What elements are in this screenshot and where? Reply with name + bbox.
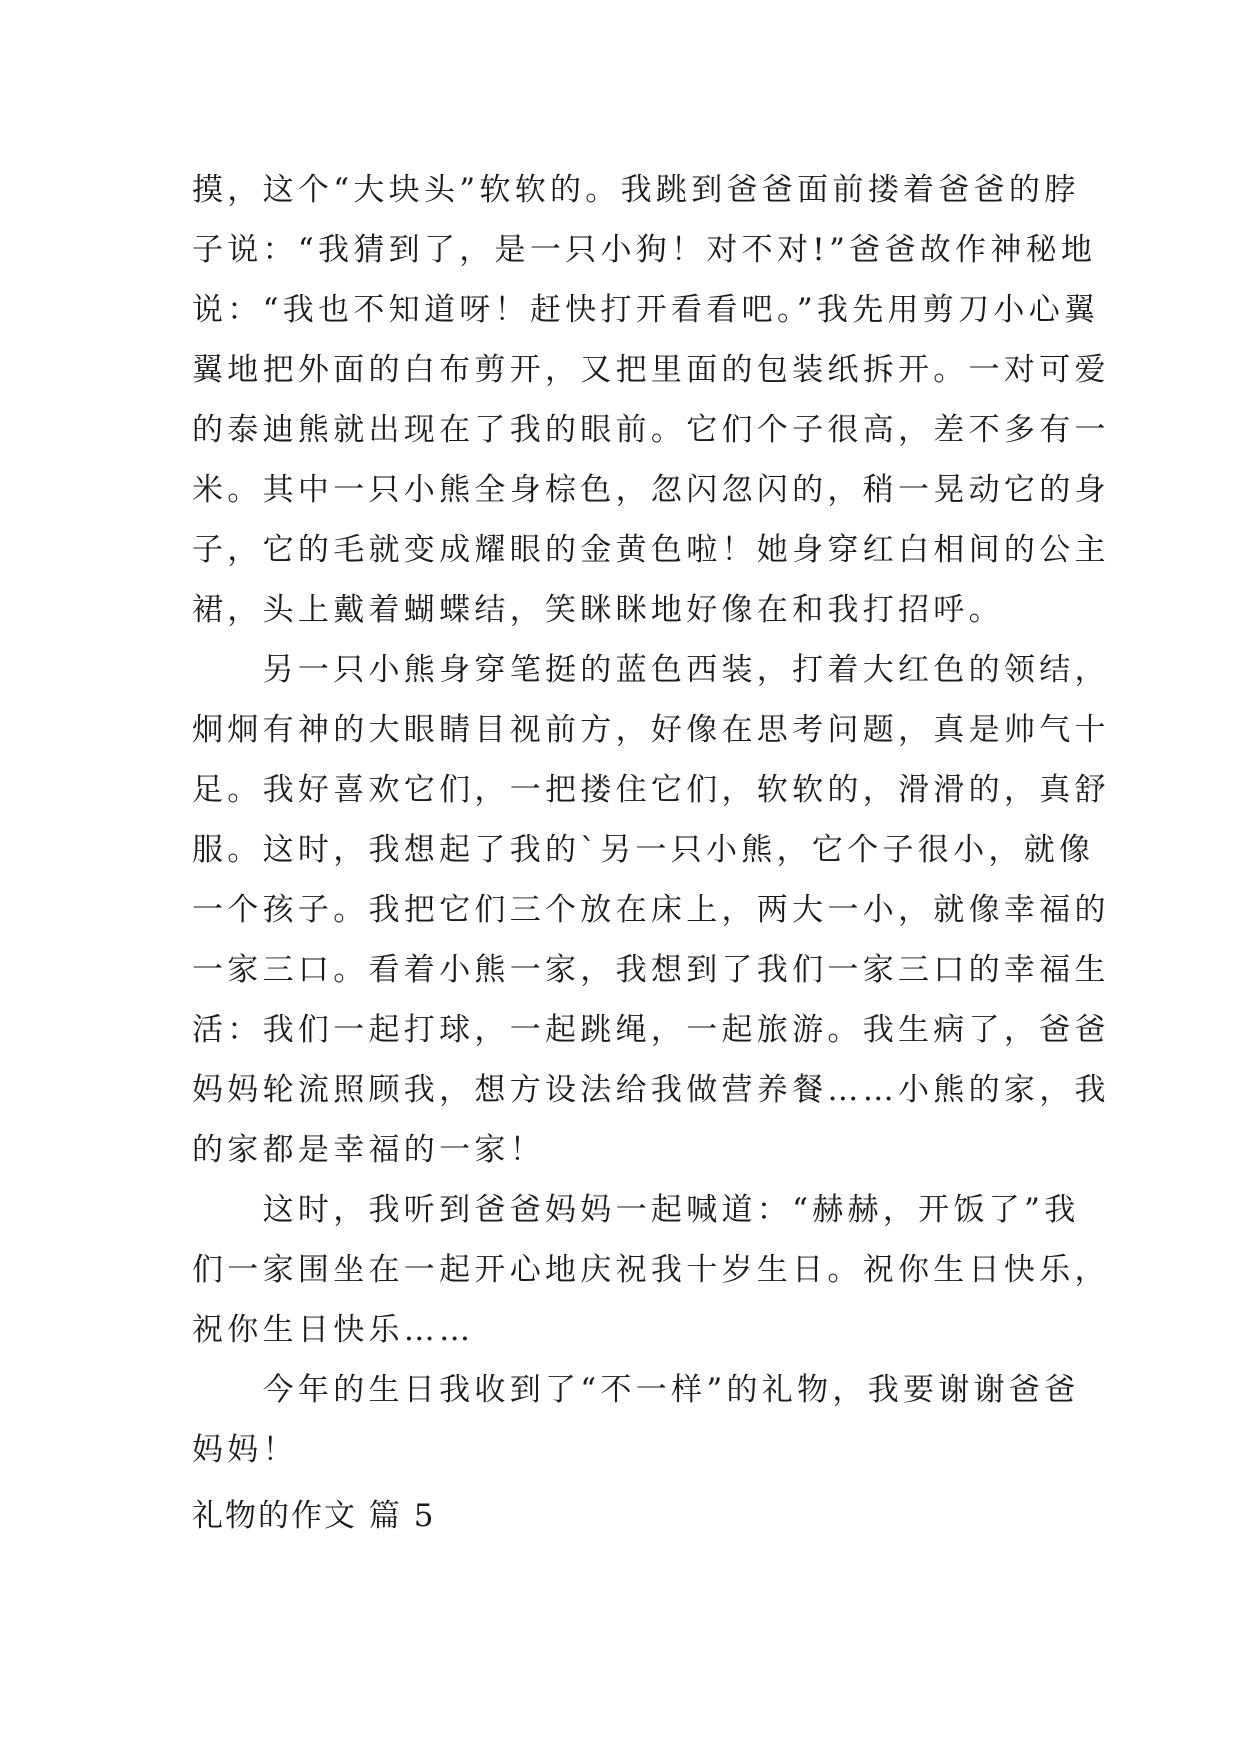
essay-line-5: 的泰迪熊就出现在了我的眼前。它们个子很高，差不多有一 [192,412,1110,448]
essay-line-7: 子，它的毛就变成耀眼的金黄色啦！她身穿红白相间的公主 [192,532,1110,568]
essay-line-22: 妈妈！ [192,1432,298,1468]
essay-line-17: 的家都是幸福的一家！ [192,1132,545,1168]
essay-line-9: 另一只小熊身穿笔挺的蓝色西装，打着大红色的领结， [192,652,1110,688]
essay-line-10: 炯炯有神的大眼睛目视前方，好像在思考问题，真是帅气十 [192,712,1110,748]
essay-line-18: 这时，我听到爸爸妈妈一起喊道：“赫赫，开饭了”我 [192,1192,1080,1228]
essay-line-13: 一个孩子。我把它们三个放在床上，两大一小，就像幸福的 [192,892,1110,928]
essay-line-6: 米。其中一只小熊全身棕色，忽闪忽闪的，稍一晃动它的身 [192,472,1110,508]
essay-line-19: 们一家围坐在一起开心地庆祝我十岁生日。祝你生日快乐， [192,1252,1110,1288]
essay-line-11: 足。我好喜欢它们，一把搂住它们，软软的，滑滑的，真舒 [192,772,1110,808]
essay-line-4: 翼地把外面的白布剪开，又把里面的包装纸拆开。一对可爱 [192,352,1110,388]
essay-line-12: 服。这时，我想起了我的`另一只小熊，它个子很小，就像 [192,832,1095,868]
section-title: 礼物的作文 篇 5 [192,1498,436,1534]
essay-body [192,160,1110,1480]
essay-line-8: 裙，头上戴着蝴蝶结，笑眯眯地好像在和我打招呼。 [192,592,1004,628]
essay-line-21: 今年的生日我收到了“不一样”的礼物，我要谢谢爸爸 [192,1372,1080,1408]
essay-line-20: 祝你生日快乐…… [192,1312,475,1348]
essay-line-1: 摸，这个“大块头”软软的。我跳到爸爸面前搂着爸爸的脖 [192,172,1080,208]
essay-line-14: 一家三口。看着小熊一家，我想到了我们一家三口的幸福生 [192,952,1110,988]
essay-line-2: 子说：“我猜到了，是一只小狗！对不对!”爸爸故作神秘地 [192,232,1097,268]
essay-line-15: 活：我们一起打球，一起跳绳，一起旅游。我生病了，爸爸 [192,1012,1110,1048]
essay-line-16: 妈妈轮流照顾我，想方设法给我做营养餐……小熊的家，我 [192,1072,1110,1108]
essay-line-3: 说：“我也不知道呀！赶快打开看看吧。”我先用剪刀小心翼 [192,292,1100,328]
